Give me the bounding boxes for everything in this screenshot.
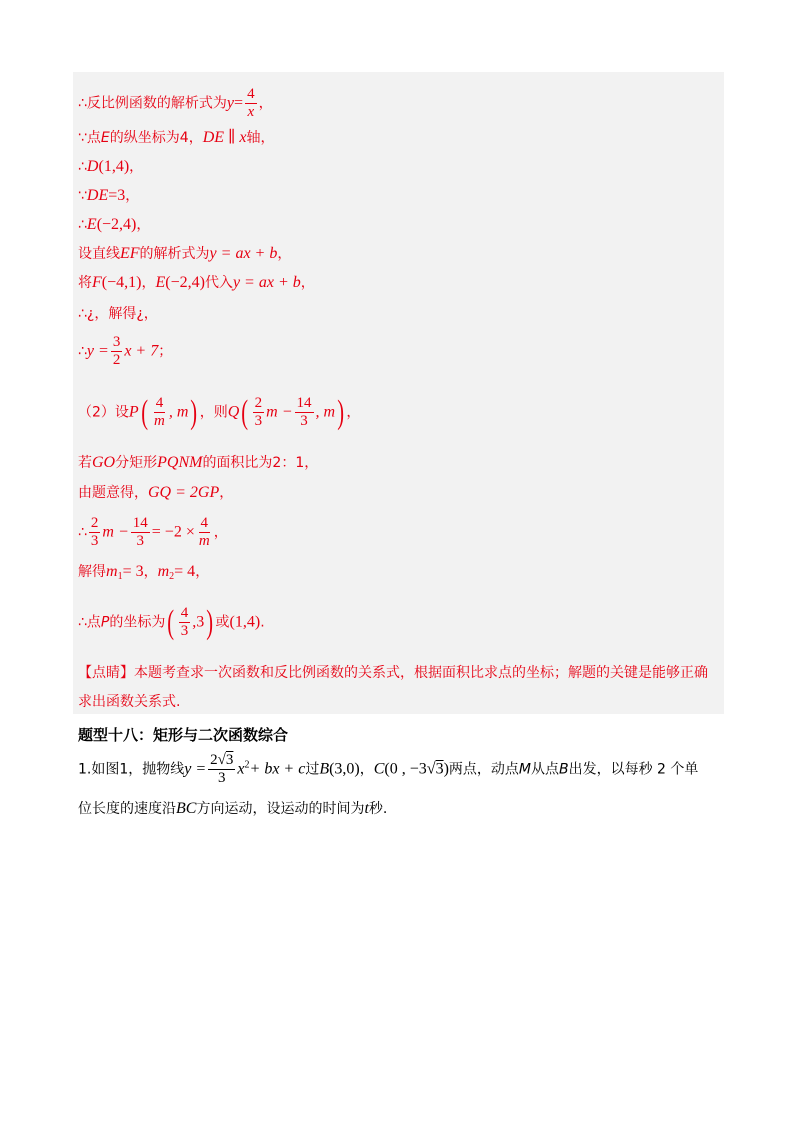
math-var: x (239, 129, 247, 146)
math-lhs: y = (184, 760, 207, 778)
math-coords: (0 , −3 (384, 760, 427, 778)
solution-line-14 (78, 563, 209, 586)
text: 的纵坐标为4， (109, 130, 203, 146)
math-equation: GQ = 2GP (148, 484, 220, 501)
fraction (245, 86, 257, 121)
text: ， (136, 217, 151, 233)
text: 轴， (246, 130, 275, 146)
text: ； (158, 343, 173, 360)
text: 设直线 (78, 246, 120, 262)
math-text: m − (102, 523, 129, 541)
denominator: 3 (180, 623, 189, 639)
text: ∴¿，解得¿， (78, 306, 158, 322)
math-coords: (−4,1) (101, 274, 142, 291)
math-var: DE (202, 129, 225, 146)
text: ， (195, 564, 210, 580)
fraction (152, 395, 167, 430)
paren-close: ) (206, 603, 214, 641)
solution-line-2 (78, 129, 275, 147)
coefficient: 2 (210, 752, 218, 768)
radicand: 3 (225, 752, 234, 768)
superscript: 2 (244, 759, 250, 771)
math-var: B (558, 761, 569, 778)
text: ， (143, 564, 158, 580)
text: 代入 (204, 275, 233, 291)
text: ∵点 (78, 130, 101, 146)
math-coords: (1,4) (229, 613, 261, 631)
subscript: 2 (169, 571, 175, 582)
numerator: 4 (180, 605, 189, 621)
text: ， (300, 275, 315, 291)
solution-line-7 (78, 274, 315, 292)
text: 秒. (368, 801, 388, 817)
solution-line-5 (78, 216, 150, 234)
text: ， (125, 188, 140, 204)
numerator: 2 (90, 515, 99, 531)
math-var: F (92, 274, 102, 291)
comment-line-2 (78, 693, 180, 711)
math-value: = 4 (174, 563, 196, 580)
denominator: 3 (254, 413, 263, 429)
math-lhs: y = (86, 342, 109, 360)
math-text: , m (168, 403, 189, 421)
fraction (295, 395, 314, 430)
numerator: 4 (155, 395, 164, 411)
math-var: E (100, 130, 110, 146)
text: ∴ (78, 343, 87, 360)
fraction (111, 334, 123, 369)
math-var: E (86, 216, 97, 233)
denominator: x (247, 104, 255, 120)
text: ， (277, 246, 292, 262)
numerator: 4 (200, 515, 209, 531)
problem-line-2 (78, 800, 387, 818)
denominator: 2 (112, 352, 121, 368)
math-equation: y = ax + b (209, 245, 278, 262)
solution-line-8 (78, 305, 158, 323)
math-var: m (157, 563, 170, 580)
paren-open: ( (167, 603, 175, 641)
text: 若 (78, 455, 92, 471)
comment-line-1 (78, 664, 708, 682)
text: 1.如图1，抛物线 (78, 761, 185, 778)
numerator: 14 (296, 395, 312, 411)
text: 求出函数关系式. (78, 694, 181, 710)
text: ， (141, 275, 156, 291)
math-var: GO (92, 454, 116, 471)
math-op: ∥ (224, 129, 240, 146)
math-coords: ) (443, 760, 449, 778)
text: . (260, 614, 265, 631)
text: 分矩形 (115, 455, 158, 471)
text: 或 (215, 614, 230, 631)
numerator: 14 (132, 515, 148, 531)
numerator: 4 (247, 86, 255, 102)
subscript: 1 (117, 571, 123, 582)
text: 由题意得， (78, 485, 148, 501)
fraction (89, 515, 101, 550)
text: ∴反比例函数的解析式为 (78, 95, 227, 112)
text: ， (129, 159, 144, 175)
solution-line-12 (78, 484, 233, 502)
solution-line-1 (78, 86, 273, 121)
text: 解得 (78, 564, 106, 580)
text: 方向运动，设运动的时间为 (196, 801, 365, 817)
text: 从点 (530, 761, 559, 778)
math-text: m − (266, 403, 293, 421)
math-equation: y = ax + b (232, 274, 301, 291)
math-value: =3 (108, 187, 126, 204)
numerator: 3 (112, 334, 121, 350)
solution-line-11 (78, 454, 318, 472)
radicand: 3 (435, 760, 444, 778)
denominator: 3 (90, 533, 99, 549)
math-coords: (3,0) (329, 760, 360, 778)
math-coords: (−2,4) (165, 274, 205, 291)
text: 的解析式为 (139, 246, 210, 262)
solution-line-6 (78, 245, 291, 263)
text: 位长度的速度沿 (78, 801, 176, 817)
math-var: EF (120, 245, 140, 262)
problem-line-1: 1.如图1，抛物线y = $\frac{2√3}{3}$ $x^2+$ bx + c过B(3,0)，C(0 , −3√3)两点，动点M从点B出发，以每秒 2 个单 (78, 752, 699, 786)
math-coords: (1,4) (98, 158, 130, 175)
math-var: DE (86, 187, 109, 204)
math-text: = −2 × (151, 523, 195, 541)
denominator: 3 (136, 533, 145, 549)
fraction (253, 395, 265, 430)
section-heading: 题型十八：矩形与二次函数综合 (78, 726, 289, 744)
text: ∴ (78, 159, 87, 175)
text: （2）设 (78, 404, 129, 421)
text: 出发，以每秒 2 个单 (568, 761, 699, 778)
text: ， (258, 95, 273, 112)
numerator: 2√3 (210, 752, 234, 768)
text: 的坐标为 (109, 614, 166, 631)
text: 过 (305, 761, 320, 778)
solution-line-10 (78, 395, 360, 430)
text: ，则 (199, 404, 228, 421)
text: ∴ (78, 524, 87, 541)
math-var: t (364, 800, 369, 817)
math-var: M (518, 761, 531, 778)
math-value: = 3 (122, 563, 144, 580)
text: 将 (78, 275, 92, 291)
math-var: P (128, 403, 139, 421)
text: ∴点 (78, 614, 101, 631)
math-var: y (226, 94, 235, 112)
math-text: + bx + c (249, 760, 306, 778)
denominator: 3 (218, 770, 226, 786)
paren-open: ( (241, 393, 249, 431)
fraction (208, 752, 235, 787)
fraction (197, 515, 212, 550)
denominator: m (154, 413, 165, 429)
text: ， (213, 524, 228, 541)
fraction (131, 515, 150, 550)
solution-line-4 (78, 187, 139, 205)
solution-line-13 (78, 515, 228, 550)
math-var: C (373, 760, 385, 778)
solution-line-9 (78, 334, 172, 369)
math-var: B (319, 760, 330, 778)
math-text: , m (315, 403, 336, 421)
numerator: 2 (254, 395, 263, 411)
math-var: P (100, 614, 110, 631)
text: ∵ (78, 188, 87, 204)
math-var: Q (227, 403, 240, 421)
math-op: = (234, 94, 244, 112)
paren-close: ) (337, 393, 345, 431)
text: ， (359, 761, 374, 778)
solution-line-15 (78, 605, 265, 640)
denominator: m (198, 533, 210, 549)
math-text: ,3 (192, 613, 205, 631)
math-var: x (237, 760, 245, 778)
math-var: E (155, 274, 166, 291)
text: ， (346, 404, 361, 421)
text: ∴ (78, 217, 87, 233)
denominator: 3 (300, 413, 308, 429)
math-var: BC (176, 800, 197, 817)
text: 的面积比为2：1， (202, 455, 319, 471)
math-var: D (86, 158, 99, 175)
text: 两点，动点 (448, 761, 519, 778)
text: 【点睛】本题考查求一次函数和反比例函数的关系式，根据面积比求点的坐标；解题的关键是能够正确 (78, 665, 708, 681)
text: ， (219, 485, 234, 501)
solution-line-3 (78, 158, 143, 176)
paren-close: ) (190, 393, 198, 431)
paren-open: ( (140, 393, 148, 431)
math-var: m (106, 563, 118, 580)
math-rhs: x + 7 (124, 342, 159, 360)
math-var: PQNM (157, 454, 203, 471)
math-coords: (−2,4) (96, 216, 137, 233)
fraction (179, 605, 191, 640)
